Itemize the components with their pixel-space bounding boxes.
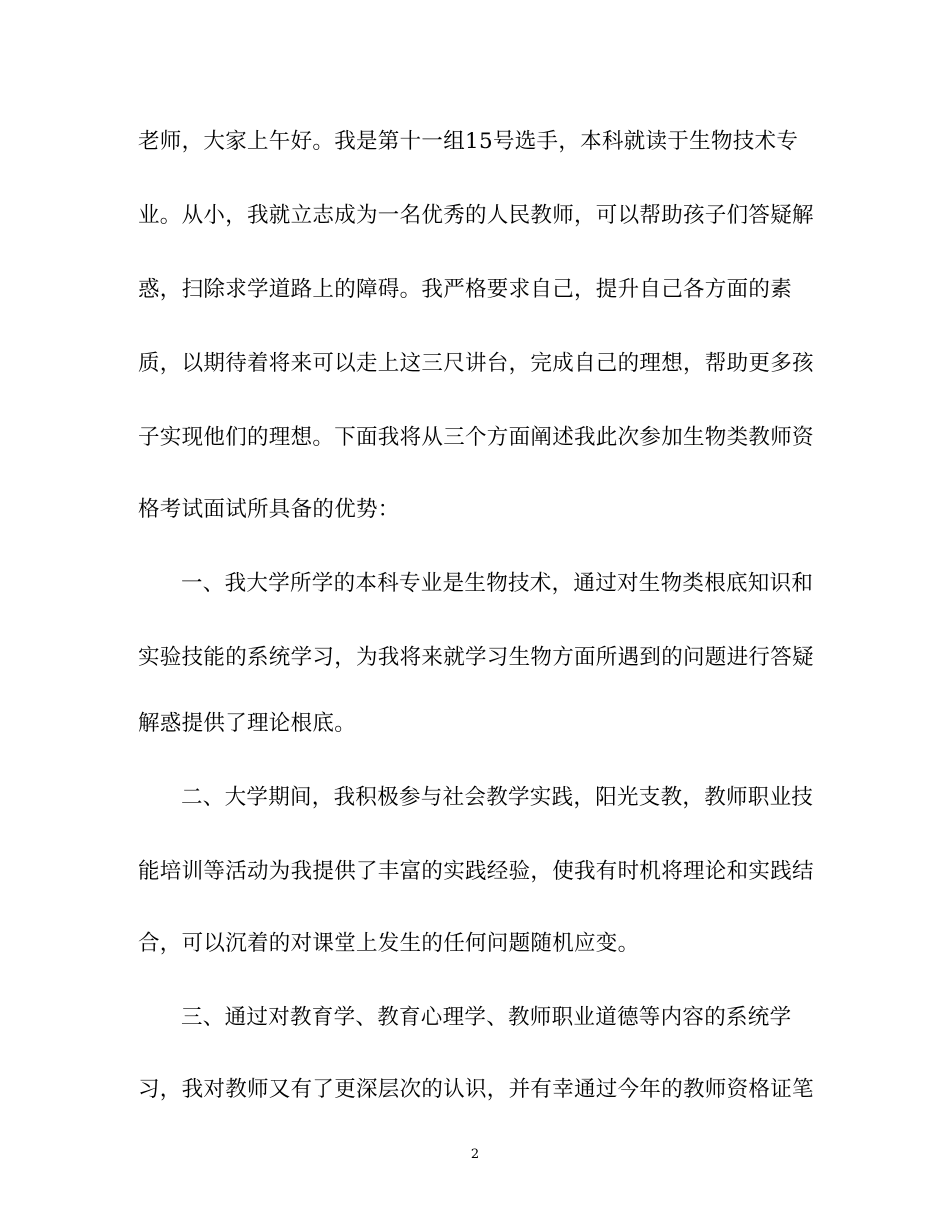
- text-line: 业。从小，我就立志成为一名优秀的人民教师，可以帮助孩子们答疑解: [138, 203, 814, 228]
- paragraph-three-start: 三、通过对教育学、教育心理学、教师职业道德等内容的系统学: [181, 1005, 792, 1030]
- page-number: 2: [470, 1147, 480, 1162]
- text-line: 格考试面试所具备的优势：: [138, 497, 400, 522]
- text-line: 能培训等活动为我提供了丰富的实践经验，使我有时机将理论和实践结: [138, 859, 814, 884]
- text-line: 习，我对教师又有了更深层次的认识，并有幸通过今年的教师资格证笔: [138, 1077, 814, 1102]
- text-line: 质，以期待着将来可以走上这三尺讲台，完成自己的理想，帮助更多孩: [138, 351, 814, 376]
- text-line: 惑，扫除求学道路上的障碍。我严格要求自己，提升自己各方面的素: [138, 277, 793, 302]
- text-line: 实验技能的系统学习，为我将来就学习生物方面所遇到的问题进行答疑: [138, 645, 814, 670]
- text-line: 解惑提供了理论根底。: [138, 711, 357, 736]
- paragraph-one-start: 一、我大学所学的本科专业是生物技术，通过对生物类根底知识和: [181, 571, 814, 596]
- paragraph-two-start: 二、大学期间，我积极参与社会教学实践，阳光支教，教师职业技: [181, 785, 814, 810]
- text-line: 合，可以沉着的对课堂上发生的任何问题随机应变。: [138, 931, 640, 956]
- text-line: 子实现他们的理想。下面我将从三个方面阐述我此次参加生物类教师资: [138, 425, 814, 450]
- text-line: 老师，大家上午好。我是第十一组15号选手，本科就读于生物技术专: [138, 129, 799, 154]
